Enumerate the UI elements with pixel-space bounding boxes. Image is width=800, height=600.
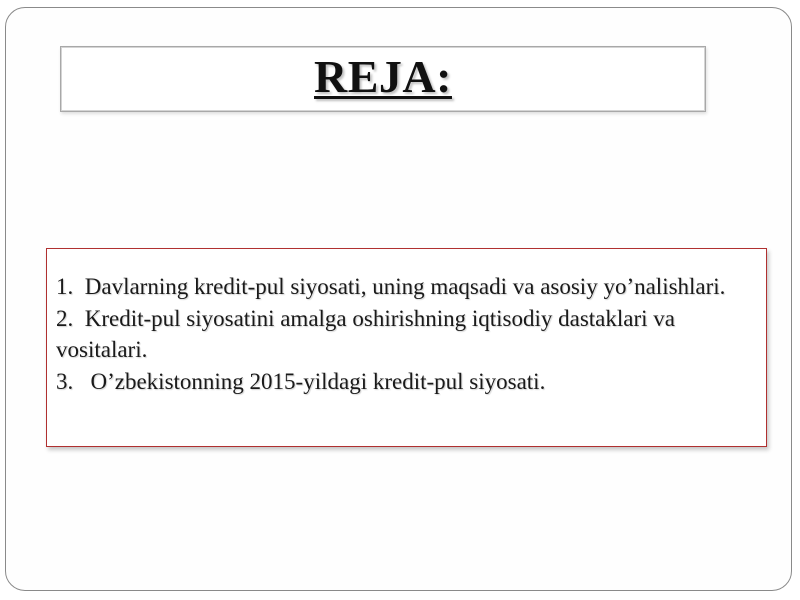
slide-title: REJA: <box>314 51 452 102</box>
plan-item-number: 3. <box>56 368 91 394</box>
title-box <box>60 46 706 112</box>
plan-item-text: Davlarning kredit-pul siyosati, uning maqsadi va asosiy yo’nalishlari. <box>84 274 726 299</box>
plan-item-3 <box>56 366 756 398</box>
plan-item-2 <box>56 303 756 366</box>
plan-item-number: 1. <box>56 274 85 299</box>
plan-item-number: 2. <box>56 305 85 331</box>
plan-item-text: Kredit-pul siyosatini amalga oshirishning iqtisodiy dastaklari va vositalari. <box>56 305 675 362</box>
plan-content-box <box>46 248 767 447</box>
plan-item-text: O’zbekistonning 2015-yildagi kredit-pul siyosati. <box>90 368 546 394</box>
plan-list <box>56 271 756 397</box>
plan-item-1 <box>56 271 756 303</box>
